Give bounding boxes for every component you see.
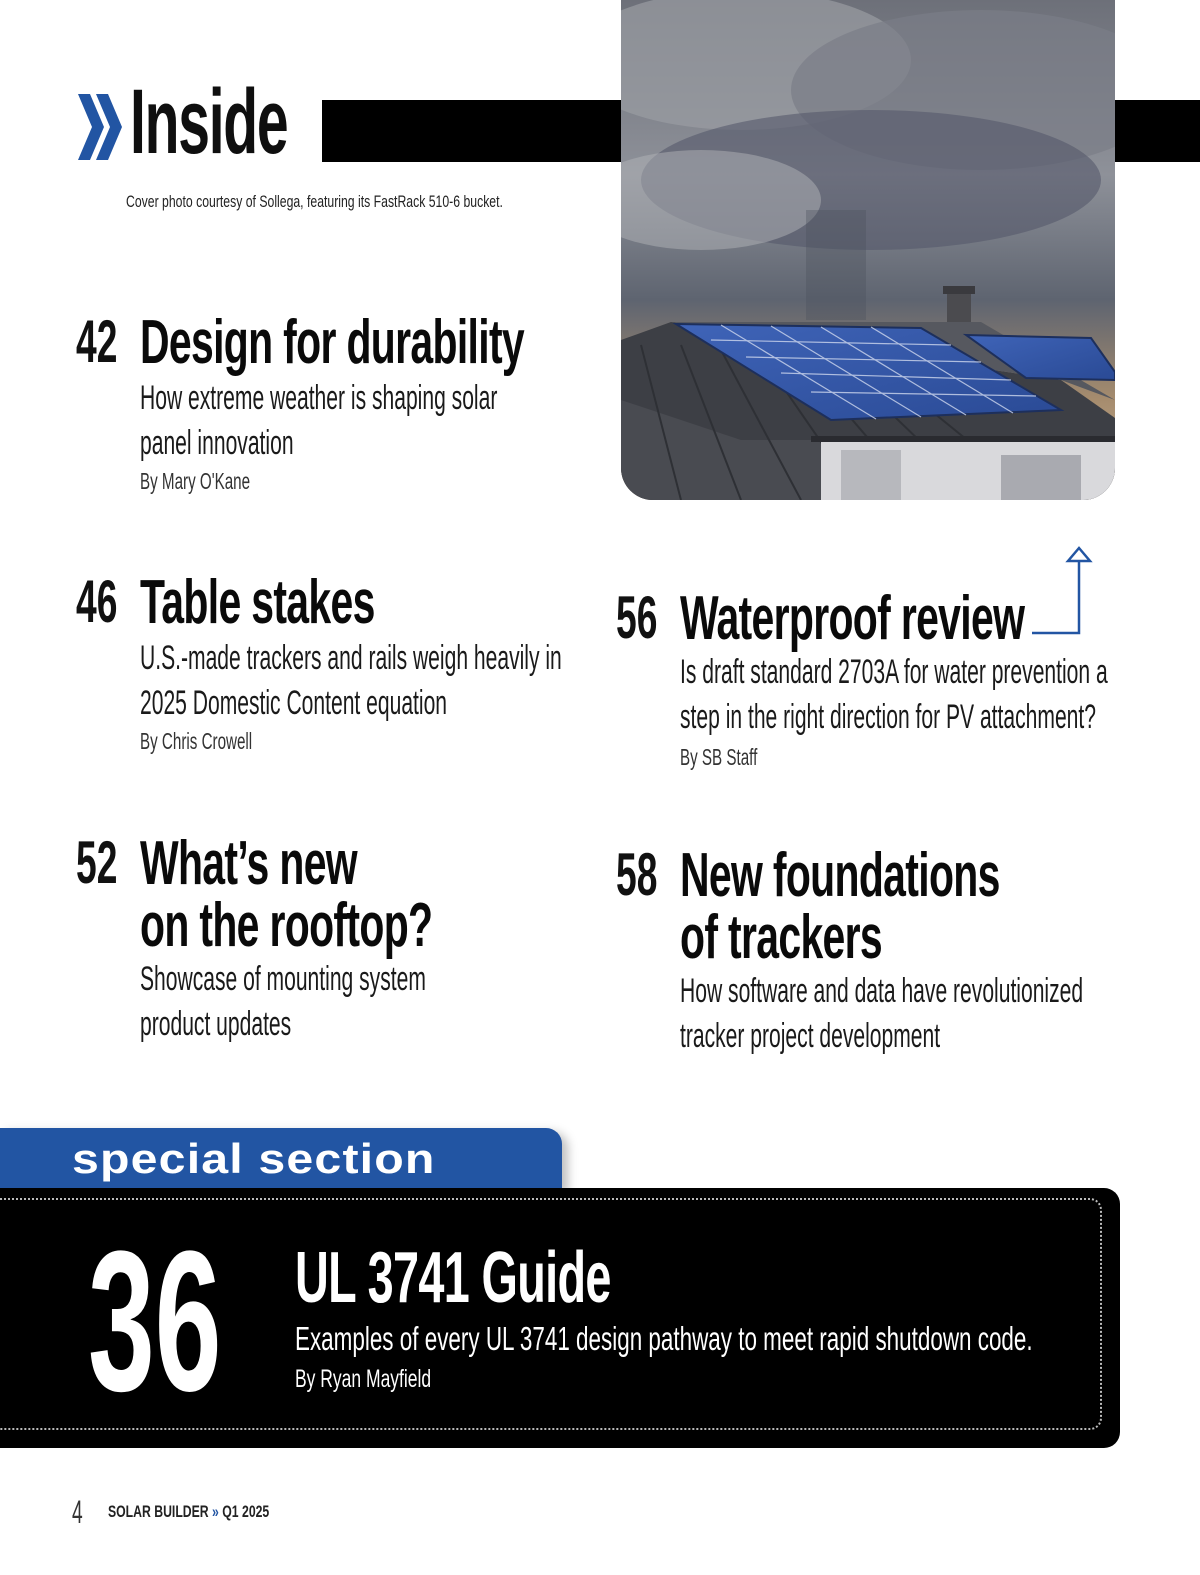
article-42[interactable] [76, 308, 576, 512]
header-bar-left [322, 100, 622, 162]
special-section-page-number: 36 [88, 1210, 222, 1433]
double-chevron-icon [76, 92, 126, 162]
article-58[interactable] [616, 841, 1136, 1065]
article-page-number: 56 [616, 584, 658, 651]
header-bar-right [1115, 100, 1200, 162]
article-46[interactable] [76, 568, 596, 772]
footer-publication [108, 1503, 332, 1520]
footer-page-number: 4 [72, 1494, 83, 1530]
cover-credit: Cover photo courtesy of Sollega, featuring its FastRack 510-6 bucket. [126, 192, 503, 211]
article-page-number: 52 [76, 829, 118, 896]
special-section-description: Examples of every UL 3741 design pathway to meet rapid shutdown code. [295, 1320, 1033, 1357]
page-title: Inside [130, 71, 288, 173]
footer-issue: Q1 2025 [222, 1502, 270, 1521]
article-byline: By Chris Crowell [140, 728, 253, 754]
special-section-label: special section [72, 1135, 436, 1182]
footer-publication-name: SOLAR BUILDER [108, 1502, 209, 1521]
special-section-byline: By Ryan Mayfield [295, 1365, 432, 1393]
article-title[interactable]: What’s new on the rooftop? [140, 829, 433, 960]
article-description: How software and data have revolutionized tracker project development [680, 972, 1084, 1055]
article-byline: By Mary O'Kane [140, 468, 251, 494]
article-title[interactable]: Table stakes [140, 568, 375, 637]
article-description: Is draft standard 2703A for water prevention a step in the right direction for PV attachment? [680, 653, 1108, 736]
article-52[interactable] [76, 829, 576, 1053]
article-description: U.S.-made trackers and rails weigh heavily in 2025 Domestic Content equation [140, 639, 562, 722]
article-title[interactable]: Waterproof review [680, 584, 1025, 653]
special-section-title[interactable]: UL 3741 Guide [295, 1238, 611, 1318]
article-byline: By SB Staff [680, 744, 758, 770]
article-page-number: 46 [76, 568, 118, 635]
article-page-number: 58 [616, 841, 658, 908]
article-description: Showcase of mounting system product updates [140, 960, 426, 1043]
article-title[interactable]: New foundations of trackers [680, 841, 1000, 972]
article-page-number: 42 [76, 308, 118, 375]
footer-separator: » [212, 1502, 219, 1521]
article-title[interactable]: Design for durability [140, 308, 525, 377]
article-description: How extreme weather is shaping solar panel innovation [140, 379, 498, 462]
up-arrow-icon [1028, 545, 1098, 637]
